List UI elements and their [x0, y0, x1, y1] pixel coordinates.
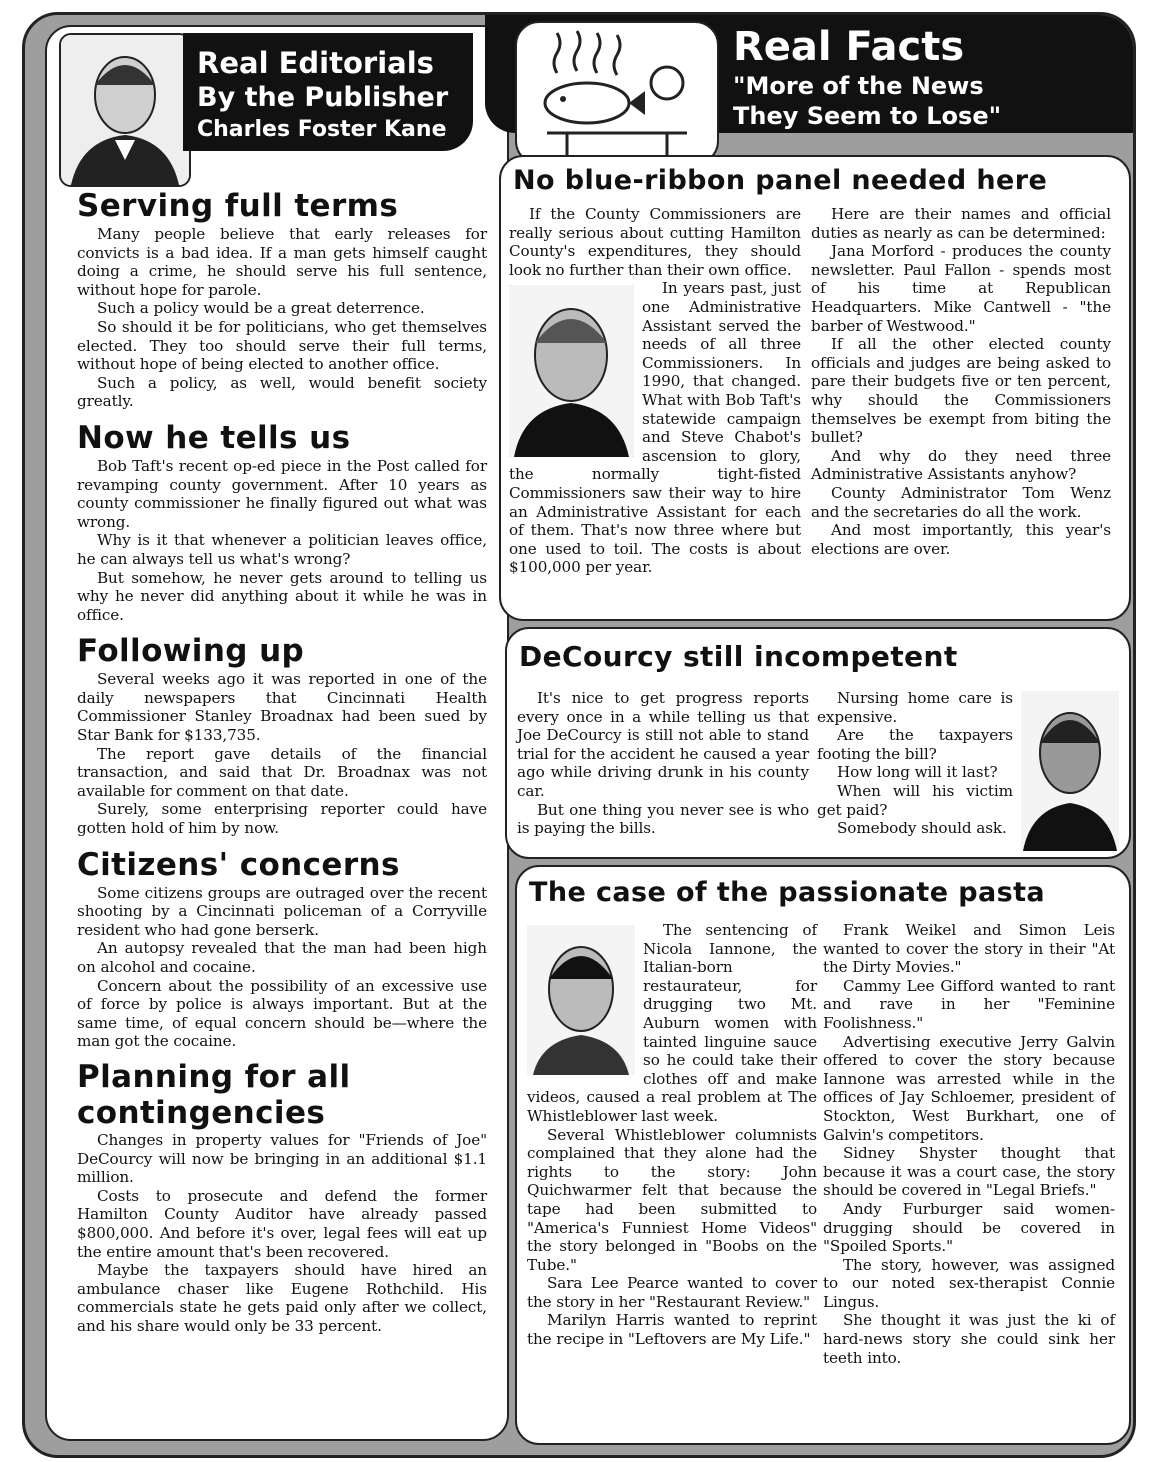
- article-paragraph: Marilyn Harris wanted to reprint the recipe in "Leftovers are My Life.": [527, 1311, 817, 1349]
- article-following-up: [77, 632, 487, 837]
- newspaper-page: [22, 12, 1136, 1458]
- article-paragraph: How long will it last?: [837, 763, 998, 782]
- editorials-header-line1: Real Editorials: [197, 46, 434, 80]
- blue-ribbon-col2: [811, 205, 1111, 558]
- article-paragraph: She thought it was just the ki of hard-news story she could sink her teeth into.: [823, 1311, 1115, 1367]
- article-paragraph: If the County Commissioners are really serious about cutting Hamilton County's expenditures, they should look no further than their own office.: [509, 205, 801, 279]
- facts-header-line2: "More of the News: [733, 72, 984, 100]
- article-paragraph: County Administrator Tom Wenz and the secretaries do all the work.: [811, 483, 1111, 521]
- article-paragraph: Are the taxpayers footing the bill?: [817, 726, 1013, 763]
- pasta-headline: The case of the passionate pasta: [529, 877, 1045, 908]
- article-paragraph: Nursing home care is expensive.: [817, 689, 1013, 726]
- article-paragraph: If all the other elected county officials and judges are being asked to pare their budgets five or ten percent, why should the Commissioners themselves be exempt from biting the bullet?: [811, 335, 1111, 447]
- decourcy-headline: DeCourcy still incompetent: [519, 640, 958, 673]
- editorials-header: [183, 33, 473, 151]
- article-paragraph: Concern about the possibility of an excessive use of force by police is always important. But at the same time, of equal concern should be—where the man got the cocaine.: [77, 976, 487, 1051]
- article-paragraph: Andy Furburger said women-drugging should be covered in "Spoiled Sports.": [823, 1199, 1115, 1256]
- article-paragraph: When will his victim get paid?: [817, 781, 1013, 819]
- facts-header-line1: Real Facts: [733, 24, 965, 70]
- article-paragraph: The story, however, was assigned to our noted sex-therapist Connie Lingus.: [823, 1255, 1115, 1311]
- article-paragraph: But one thing you never see is who is paying the bills.: [517, 800, 809, 838]
- article-paragraph: And most importantly, this year's elections are over.: [811, 521, 1111, 558]
- article-headline: Serving full terms: [77, 188, 399, 224]
- article-paragraph: The report gave details of the financial transaction, and said that Dr. Broadnax was not available for comment on that date.: [77, 744, 487, 800]
- article-paragraph: In years past, just one Administrative Assistant served the needs of all three Commissioners. In 1990, that changed. What with Bob Taft's statewide campaign and Steve Chabot's ascension to glory, the normally tight-fisted Commissioners saw their way to hire an Administrative Assistant for each of them. That's now three where but one used to toil. The costs is about $100,000 per year.: [509, 279, 801, 577]
- editorials-header-line3: Charles Foster Kane: [197, 117, 447, 142]
- pasta-col1: [527, 921, 817, 1349]
- article-paragraph: Sidney Shyster thought that because it was a court case, the story should be covered in "Legal Briefs.": [823, 1144, 1115, 1200]
- article-paragraph: So should it be for politicians, who get themselves elected. They too should serve their full terms, without hope of being elected to another office.: [77, 317, 487, 374]
- article-paragraph: Sara Lee Pearce wanted to cover the story in her "Restaurant Review.": [527, 1274, 817, 1311]
- editorials-body: [77, 187, 487, 1336]
- taft-photo: [509, 285, 634, 457]
- article-paragraph: The sentencing of Nicola Iannone, the Italian-born restaurateur, for drugging two Mt. Auburn women with tainted linguine sauce so he could take their clothes off and make videos, caused a real problem at The Whistleblower last week.: [527, 921, 817, 1125]
- article-paragraph: It's nice to get progress reports every once in a while telling us that Joe DeCourcy is still not able to stand trial for the accident he caused a year ago while driving drunk in his county car.: [517, 689, 809, 800]
- article-headline: Following up: [77, 633, 305, 670]
- article-headline: Citizens' concerns: [77, 846, 400, 883]
- blue-ribbon-col1: [509, 205, 801, 577]
- article-paragraph: Several Whistleblower columnists complained that they alone had the rights to the story: John Quichwarmer felt that because the tape had been submitted to "America's Funniest Home Videos" the story belonged in "Boobs on the Tube.": [527, 1125, 817, 1274]
- article-paragraph: An autopsy revealed that the man had been high on alcohol and cocaine.: [77, 939, 487, 976]
- pasta-box: [515, 865, 1131, 1445]
- editorials-column: [45, 25, 509, 1441]
- article-paragraph: Why is it that whenever a politician leaves office, he can always tell us what's wrong?: [77, 531, 487, 568]
- blue-ribbon-box: [499, 155, 1131, 621]
- publisher-photo: [59, 33, 191, 187]
- blue-ribbon-headline: No blue-ribbon panel needed here: [513, 165, 1048, 196]
- article-citizens-concerns: [77, 846, 487, 1051]
- decourcy-box: [505, 627, 1131, 859]
- article-serving-full-terms: [77, 187, 487, 411]
- article-paragraph: Some citizens groups are outraged over the recent shooting by a Cincinnati policeman of a Corryville resident who had gone berserk.: [77, 883, 487, 939]
- article-paragraph: Surely, some enterprising reporter could have gotten hold of him by now.: [77, 800, 487, 838]
- article-paragraph: Many people believe that early releases for convicts is a bad idea. If a man gets himself caught doing a crime, he should serve his full sentence, without hope for parole.: [77, 225, 487, 299]
- article-paragraph: Such a policy would be a great deterrence.: [97, 299, 425, 318]
- decourcy-col1: [517, 689, 809, 838]
- article-paragraph: And why do they need three Administrative Assistants anyhow?: [811, 446, 1111, 484]
- article-paragraph: But somehow, he never gets around to telling us why he never did anything about it while he was in office.: [77, 568, 487, 624]
- article-planning-for-all-contingencies: [77, 1059, 487, 1336]
- decourcy-photo: [1021, 691, 1119, 851]
- article-headline: Planning for all contingencies: [77, 1058, 351, 1131]
- article-headline: Now he tells us: [77, 419, 351, 456]
- facts-header-illustration: [515, 21, 719, 165]
- article-paragraph: Several weeks ago it was reported in one of the daily newspapers that Cincinnati Health Commissioner Stanley Broadnax had been sued by Star Bank for $133,735.: [77, 670, 487, 745]
- article-paragraph: Bob Taft's recent op-ed piece in the Post called for revamping county government. After 10 years as county commissioner he finally figured out what was wrong.: [77, 456, 487, 531]
- facts-header: [485, 15, 1133, 133]
- article-paragraph: Frank Weikel and Simon Leis wanted to cover the story in their "At the Dirty Movies.": [823, 921, 1115, 977]
- decourcy-col2: [817, 689, 1013, 838]
- article-paragraph: Changes in property values for "Friends of Joe" DeCourcy will now be bringing in an additional $1.1 million.: [77, 1130, 487, 1187]
- article-paragraph: Cammy Lee Gifford wanted to rant and rave in her "Feminine Foolishness.": [823, 976, 1115, 1032]
- article-paragraph: Such a policy, as well, would benefit society greatly.: [77, 373, 487, 411]
- editorials-header-line2: By the Publisher: [197, 82, 449, 113]
- article-paragraph: Here are their names and official duties as nearly as can be determined:: [811, 205, 1111, 242]
- article-paragraph: Costs to prosecute and defend the former Hamilton County Auditor have already passed $800,000. And before it's over, legal fees will eat up the entire amount that's been recovered.: [77, 1186, 487, 1261]
- facts-header-line3: They Seem to Lose": [733, 102, 1002, 130]
- article-paragraph: Advertising executive Jerry Galvin offered to cover the story because Iannone was arrested while in the offices of Jay Schloemer, president of Stockton, West Burkhart, one of Galvin's competitors.: [823, 1032, 1115, 1144]
- article-now-he-tells-us: [77, 419, 487, 624]
- article-paragraph: Somebody should ask.: [837, 819, 1007, 838]
- pasta-col2: [823, 921, 1115, 1367]
- iannone-photo: [527, 925, 635, 1075]
- article-paragraph: Jana Morford - produces the county newsletter. Paul Fallon - spends most of his time at Republican Headquarters. Mike Cantwell - "the barber of Westwood.": [811, 242, 1111, 335]
- article-paragraph: Maybe the taxpayers should have hired an ambulance chaser like Eugene Rothchild. His commercials state he gets paid only after we collect, and his share would only be 33 percent.: [77, 1261, 487, 1335]
